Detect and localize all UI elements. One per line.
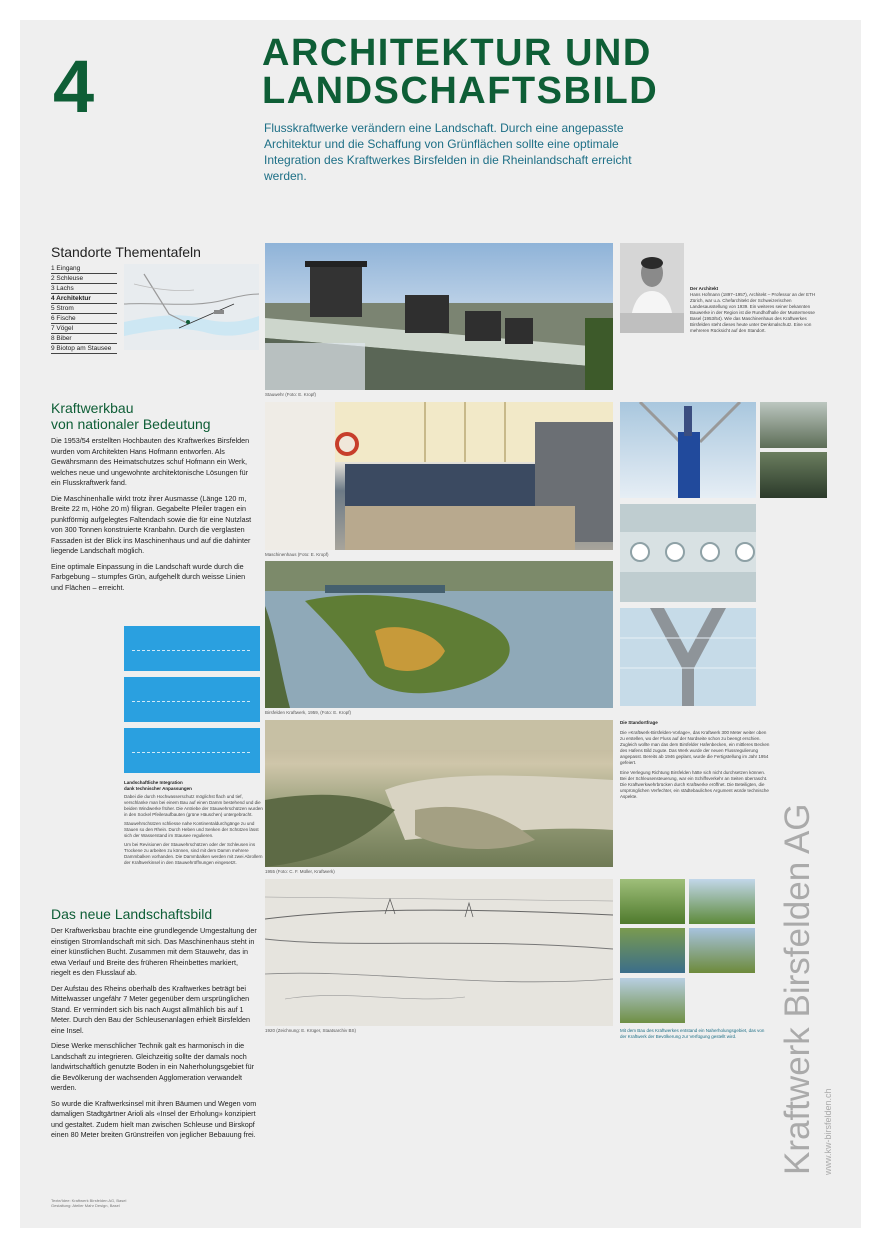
blue-panel-3 [124,728,260,773]
kraftwerkbau-text [51,436,259,598]
blue-panel-2 [124,677,260,722]
credits [51,1198,126,1208]
drawing-1920 [265,879,613,1026]
intro-text: Flusskraftwerke verändern eine Landschaft. Durch eine angepasste Architektur und die Schaffung von Grünflächen sollte eine optimale Integration des Kraftwerkes Birsfelden in die Rheinlandschaft erreicht werden. [264,121,632,183]
photo-small-1 [760,402,827,448]
caption-1955: 1955 (Foto: C. F. Müller, Kraftwerk) [265,869,335,874]
standorte-list [51,264,117,354]
standortfrage-heading: Die Standortfrage [620,720,658,725]
standort-item: 3 Lachs [51,284,117,294]
luftbild-drawing [265,561,613,708]
caption-stauwehr: Stauwehr (Foto: E. Kropf) [265,392,317,397]
landschaftsbild-p2: Der Aufstau des Rheins oberhalb des Kraftwerkes beträgt bei Mittelwasser ungefähr 7 Meter gegenüber dem ursprünglichen Stand. Er vermindert sich bis nach Augst allmählich bis auf 1 Meter. Durch den Bau der Schleusenanlagen erhielt Birsfelden eine Insel. [51,983,250,1035]
maschinenhaus-drawing [265,402,613,550]
standortfrage-block [620,720,770,800]
landschaftsbild-p1: Der Kraftwerksbau brachte eine grundlegende Umgestaltung der einstigen Stromlandschaft mit sich. Das Maschinenhaus steht in einer künstlichen Bucht. Zusammen mit dem Stauwehr, das in etwa Verlauf und Breite des früheren Rheinbettes markiert, riegelt es den Flusslauf ab. [51,926,257,977]
landschaftsbild-text [51,926,259,1146]
standort-item: 2 Schleuse [51,274,117,284]
photo-park-1 [620,879,685,924]
credits-line1: Texte/Idee: Kraftwerk Birsfelden AG, Basel [51,1198,127,1203]
integration-heading-2: dank technischer Anpassungen [124,786,192,791]
drawing-1920-sketch [265,879,613,1026]
naherholung-caption: Mit dem Bau des Kraftwerkes entstand ein Naherholungsgebiet, das von der Kraftwerk der Bevölkerung zur Verfügung gestellt wird. [620,1028,765,1039]
brand-name: Kraftwerk Birsfelden AG [778,803,817,1175]
architect-heading: Der Architekt [690,286,719,291]
landschaftsbild-p3: Diese Werke menschlicher Technik galt es harmonisch in die Landschaft zu integrieren. Gleichzeitig sollte der damals noch landwirtschaftlich genutzte Boden in ein Naherholungsgebiet für die Bevölkerung der wachsenden Agglomeration verwandelt werden. [51,1041,254,1092]
photo-pillar [620,608,756,706]
poster [20,20,861,1228]
integration-p1: Dabei die durch Hochwasserschutz möglichst flach und tief, verschlanke man bei einem Bau auf einen Damm bestehend und die beiden Windwerke früher. Die Antriebe der Stauwehrschützen wurden in den Sockel Pfeileraufbauten (grüne Häuschen) untergebracht. [124,794,263,817]
standort-item: 8 Biber [51,334,117,344]
integration-heading-1: Landschaftliche Integration [124,780,183,785]
caption-maschinenhaus: Maschinenhaus (Foto: E. Kropf) [265,552,329,557]
photo-park-5 [620,978,685,1023]
architect-text: Hans Hofmann (1897–1957), Architekt – Professor an der ETH Zürich, war u.a. Chefarchitekt der Schweizerischen Landesausstellung von 1939. Ein weiteres seiner bekannten Bauwerke in der Region ist die Rundhofhalle der Mustermesse Basel (1953/54). Wie das Maschinenhaus des Kraftwerkes Birsfelden steht dieses heute unter Denkmalschutz. Eine von mehreren Rücksicht auf den Standort. [690,292,816,333]
blue-panel-1 [124,626,260,671]
kraftwerkbau-heading-line2: von nationaler Bedeutung [51,416,211,432]
credits-line2: Gestaltung: Atelier Mahr Design, Basel [51,1203,120,1208]
photo-1955 [265,720,613,867]
photo-luftbild [265,561,613,708]
brand-vertical [778,803,833,1175]
ceiling-drawing [620,504,756,602]
title-line-1: ARCHITEKTUR UND [262,32,652,74]
turbine-drawing [620,402,756,498]
photo-small-2 [760,452,827,498]
photo-ceiling [620,504,756,602]
standort-item: 7 Vögel [51,324,117,334]
photo-park-4 [689,928,755,973]
standort-item: 1 Eingang [51,264,117,274]
photo-turbine [620,402,756,498]
portrait-drawing [620,243,684,333]
integration-p3: Um bei Revisionen der Stauwehrschützen oder der Schleusen ins Trockene zu arbeiten zu können, sind mit dem Damm mehrere Dammbalken vorhanden. Die Dammbalken werden mit zwei Abrollern der Kraftwerkinsel in den Stauwehröffnungen eingesetzt. [124,842,263,865]
standort-item: 4 Architektur [51,294,117,304]
caption-luftbild: Birsfelden Kraftwerk, 1959, (Foto: E. Kropf) [265,710,352,715]
section-number: 4 [53,45,95,128]
photo-park-2 [689,879,755,924]
pillar-drawing [620,608,756,706]
kraftwerkbau-heading [51,400,251,432]
integration-block [124,780,264,866]
map-graphic [124,264,259,350]
standortfrage-p2: Eine Verlegung Richtung Birsfelden hätte sich nicht durchsetzen können. Bei der Schleusensteuerung, war ein Schiffsverkehr an Seiten überrascht. Die Kraftwerkwehrbrücken durch Kraftwerke eröffnet. Die Beteiligten, die ursprünglichen Verfechter, ein städtebauliches Argument würde technische Aspekte. [620,770,769,799]
standorte-heading: Standorte Thementafeln [51,244,201,260]
caption-1920: 1920 (Zeichnung: E. Krüger, Staatsarchiv BS) [265,1028,357,1033]
portrait-architect [620,243,684,333]
page-title [262,34,722,110]
photo-maschinenhaus [265,402,613,550]
photo-park-3 [620,928,685,973]
kraftwerkbau-p3: Eine optimale Einpassung in die Landschaft wurde durch die Farbgebung – stumpfes Grün, aufgehellt durch weisse Linien und Flächen – erreicht. [51,561,246,592]
standortfrage-p1: Die »Kraftwerk-Birsfelden-Vorlage«, das Kraftwerk 300 Meter weiter oben zu erstellen, wo der Fluss auf der Nordseite schon zu beengt erschien. Zugleich wollte man das dem Birsfelder Hafenbecken, ein mittleres Becken des Hafens Bild zugute. Das Werk wurde der neuen Flussregulierung angepasst. Bereits ab 1946 geplant, wurde die Fertigstellung im Jahr 1954 gefeiert. [620,730,770,765]
brand-url: www.kw-birsfelden.ch [823,1088,833,1175]
photo-stauwehr [265,243,613,390]
landschaftsbild-p4: So wurde die Kraftwerksinsel mit ihren Bäumen und Wegen vom damaligen Stadtgärtner Arioli als «Insel der Erholung» konzipiert und gestaltet. Zudem hielt man zwischen Schleuse und Birskopf einen 80 Meter breiten Grünstreifen von jeglicher Bebauung frei. [51,1098,257,1139]
architect-block [690,286,825,334]
stauwehr-drawing [265,243,613,390]
integration-p2: Stauwehrschützen schliesse nahe Kontinentaldurchgänge zu und Stauen so den Rhein. Durch Heben und Senken der Schützen lässt sich der Wasserstand im Stausee regulieren. [124,821,259,838]
standort-item: 5 Strom [51,304,117,314]
kraftwerkbau-p1: Die 1953/54 erstellten Hochbauten des Kraftwerkes Birsfelden wurden vom Architekten Hans Hofmann entworfen. Als Gewährsmann des Heimatschutzes schuf Hofmann ein Werk, welches neue und ungewohnte architektonische Lösungen für ein Flusskraftwerk fand. [51,436,250,487]
standort-item: 9 Biotop am Stausee [51,344,117,354]
kraftwerkbau-p2: Die Maschinenhalle wirkt trotz ihrer Ausmasse (Länge 120 m, Breite 22 m, Höhe 20 m) filigran. Gegabelte Pfeiler tragen ein punktförmig aufgelegtes Faltendach sowie die für eine Nutzlast von 300 Tonnen konstruierte Kranbahn. Durch die verglasten Fassaden ist der Blick ins Maschinenhaus und auf die dahinter liegende Landschaft möglich. [51,493,252,555]
landschaftsbild-heading: Das neue Landschaftsbild [51,906,213,922]
photo-1955-drawing [265,720,613,867]
standort-item: 6 Fische [51,314,117,324]
location-map [124,264,259,350]
kraftwerkbau-heading-line1: Kraftwerkbau [51,400,134,416]
title-line-2: LANDSCHAFTSBILD [262,70,659,112]
